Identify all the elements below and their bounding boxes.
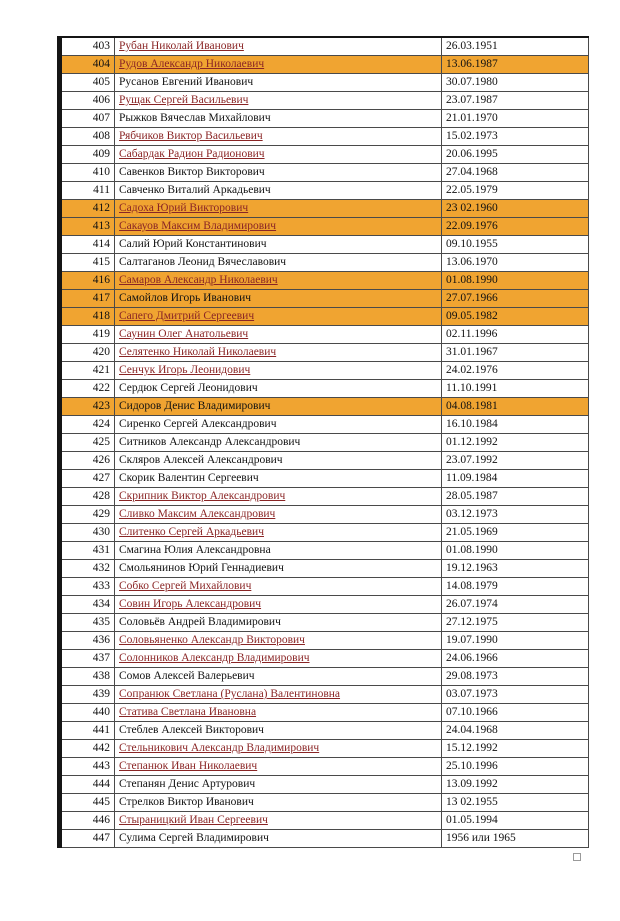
row-number-cell: 419 (60, 326, 115, 344)
person-name: Савенков Виктор Викторович (119, 166, 265, 178)
person-name: Ситников Александр Александрович (119, 436, 301, 448)
person-name-cell (115, 812, 442, 830)
table-row (60, 182, 589, 200)
person-name-link[interactable]: Рябчиков Виктор Васильевич (119, 130, 263, 142)
person-name-link[interactable]: Скрипник Виктор Александрович (119, 490, 286, 502)
person-name: Скляров Алексей Александрович (119, 454, 283, 466)
table-row (60, 92, 589, 110)
person-name-cell (115, 740, 442, 758)
table-row (60, 37, 589, 56)
table-row (60, 794, 589, 812)
row-number-cell: 409 (60, 146, 115, 164)
birth-date-cell: 25.10.1996 (442, 758, 589, 776)
person-name-cell (115, 74, 442, 92)
table-row (60, 542, 589, 560)
person-name-link[interactable]: Селятенко Николай Николаевич (119, 346, 277, 358)
person-name-link[interactable]: Садоха Юрий Викторович (119, 202, 249, 214)
person-name-cell (115, 380, 442, 398)
row-number-cell: 413 (60, 218, 115, 236)
table-row (60, 470, 589, 488)
birth-date-cell: 21.01.1970 (442, 110, 589, 128)
person-name-link[interactable]: Степанюк Иван Николаевич (119, 760, 258, 772)
row-number-cell: 431 (60, 542, 115, 560)
person-name-cell (115, 200, 442, 218)
birth-list-container (57, 36, 589, 848)
table-row (60, 668, 589, 686)
table-row (60, 254, 589, 272)
birth-date-cell: 13.06.1970 (442, 254, 589, 272)
person-name-link[interactable]: Солонников Александр Владимирович (119, 652, 310, 664)
person-name-cell (115, 758, 442, 776)
person-name-cell (115, 578, 442, 596)
row-number-cell: 440 (60, 704, 115, 722)
table-row (60, 326, 589, 344)
birth-date-cell: 24.06.1966 (442, 650, 589, 668)
person-name-link[interactable]: Рущак Сергей Васильевич (119, 94, 249, 106)
table-row (60, 398, 589, 416)
person-name-link[interactable]: Соловьяненко Александр Викторович (119, 634, 305, 646)
person-name-link[interactable]: Стыраницкий Иван Сергеевич (119, 814, 268, 826)
person-name-link[interactable]: Рудов Александр Николаевич (119, 58, 265, 70)
person-name: Самойлов Игорь Иванович (119, 292, 252, 304)
birth-date-cell: 30.07.1980 (442, 74, 589, 92)
table-row (60, 596, 589, 614)
birth-date-cell: 29.08.1973 (442, 668, 589, 686)
person-name-cell (115, 218, 442, 236)
table-row (60, 740, 589, 758)
person-name-cell (115, 110, 442, 128)
table-row (60, 722, 589, 740)
birth-date-cell: 13 02.1955 (442, 794, 589, 812)
person-name-cell (115, 398, 442, 416)
person-name-cell (115, 182, 442, 200)
row-number-cell: 439 (60, 686, 115, 704)
table-row (60, 74, 589, 92)
row-number-cell: 442 (60, 740, 115, 758)
person-name-cell (115, 272, 442, 290)
row-number-cell: 417 (60, 290, 115, 308)
birth-date-cell: 09.05.1982 (442, 308, 589, 326)
birth-date-cell: 24.04.1968 (442, 722, 589, 740)
table-row (60, 110, 589, 128)
birth-date-cell: 26.03.1951 (442, 37, 589, 56)
person-name: Рыжков Вячеслав Михайлович (119, 112, 271, 124)
person-name-cell (115, 722, 442, 740)
row-number-cell: 445 (60, 794, 115, 812)
birth-date-cell: 27.04.1968 (442, 164, 589, 182)
row-number-cell: 410 (60, 164, 115, 182)
table-row (60, 344, 589, 362)
person-name-cell (115, 686, 442, 704)
row-number-cell: 425 (60, 434, 115, 452)
table-row (60, 776, 589, 794)
row-number-cell: 447 (60, 830, 115, 848)
table-body (60, 37, 589, 848)
person-name-cell (115, 830, 442, 848)
birth-date-cell: 24.02.1976 (442, 362, 589, 380)
table-row (60, 704, 589, 722)
person-name-link[interactable]: Статива Светлана Ивановна (119, 706, 257, 718)
row-number-cell: 426 (60, 452, 115, 470)
person-name-link[interactable]: Сабардак Радион Радионович (119, 148, 265, 160)
person-name: Сулима Сергей Владимирович (119, 832, 269, 844)
person-name-cell (115, 37, 442, 56)
row-number-cell: 436 (60, 632, 115, 650)
person-name-cell (115, 254, 442, 272)
birth-date-cell: 26.07.1974 (442, 596, 589, 614)
row-number-cell: 438 (60, 668, 115, 686)
birth-date-cell: 03.12.1973 (442, 506, 589, 524)
birth-date-cell: 15.02.1973 (442, 128, 589, 146)
person-name-link[interactable]: Стельникович Александр Владимирович (119, 742, 320, 754)
birth-date-cell: 19.12.1963 (442, 560, 589, 578)
row-number-cell: 429 (60, 506, 115, 524)
row-number-cell: 412 (60, 200, 115, 218)
birth-date-cell: 27.07.1966 (442, 290, 589, 308)
person-name-cell (115, 632, 442, 650)
person-name-link[interactable]: Сапего Дмитрий Сергеевич (119, 310, 255, 322)
birth-date-cell: 23.07.1992 (442, 452, 589, 470)
row-number-cell: 424 (60, 416, 115, 434)
birth-date-cell: 20.06.1995 (442, 146, 589, 164)
birth-date-cell: 28.05.1987 (442, 488, 589, 506)
person-name-cell (115, 416, 442, 434)
row-number-cell: 433 (60, 578, 115, 596)
birth-date-cell: 11.09.1984 (442, 470, 589, 488)
table-row (60, 650, 589, 668)
table-row (60, 686, 589, 704)
table-row (60, 290, 589, 308)
table-row (60, 632, 589, 650)
person-name-cell (115, 470, 442, 488)
person-name-cell (115, 236, 442, 254)
person-name-link[interactable]: Сливко Максим Александрович (119, 508, 276, 520)
table-row (60, 362, 589, 380)
person-name-cell (115, 704, 442, 722)
table-row (60, 560, 589, 578)
person-name: Смагина Юлия Александровна (119, 544, 271, 556)
person-name-cell (115, 668, 442, 686)
table-row (60, 200, 589, 218)
birth-date-cell: 22.05.1979 (442, 182, 589, 200)
table-row (60, 524, 589, 542)
person-name-cell (115, 776, 442, 794)
person-name-cell (115, 128, 442, 146)
row-number-cell: 414 (60, 236, 115, 254)
table-row (60, 218, 589, 236)
person-name: Русанов Евгений Иванович (119, 76, 254, 88)
row-number-cell: 416 (60, 272, 115, 290)
row-number-cell: 423 (60, 398, 115, 416)
person-name-cell (115, 794, 442, 812)
person-name-link[interactable]: Сенчук Игорь Леонидович (119, 364, 251, 376)
birth-date-cell: 01.08.1990 (442, 272, 589, 290)
row-number-cell: 421 (60, 362, 115, 380)
row-number-cell: 427 (60, 470, 115, 488)
row-number-cell: 406 (60, 92, 115, 110)
table-row (60, 146, 589, 164)
row-number-cell: 434 (60, 596, 115, 614)
row-number-cell: 405 (60, 74, 115, 92)
table-row (60, 614, 589, 632)
birth-list-table (57, 36, 589, 848)
person-name-cell (115, 308, 442, 326)
person-name: Скорик Валентин Сергеевич (119, 472, 259, 484)
person-name: Савченко Виталий Аркадьевич (119, 184, 271, 196)
birth-date-cell: 21.05.1969 (442, 524, 589, 542)
row-number-cell: 443 (60, 758, 115, 776)
person-name-cell (115, 344, 442, 362)
person-name-cell (115, 650, 442, 668)
person-name-cell (115, 146, 442, 164)
birth-date-cell: 14.08.1979 (442, 578, 589, 596)
row-number-cell: 407 (60, 110, 115, 128)
row-number-cell: 403 (60, 37, 115, 56)
row-number-cell: 441 (60, 722, 115, 740)
row-number-cell: 418 (60, 308, 115, 326)
birth-date-cell: 01.08.1990 (442, 542, 589, 560)
person-name-link[interactable]: Собко Сергей Михайлович (119, 580, 252, 592)
person-name: Смольянинов Юрий Геннадиевич (119, 562, 284, 574)
birth-date-cell: 27.12.1975 (442, 614, 589, 632)
resize-handle[interactable] (573, 853, 581, 861)
person-name-link[interactable]: Самаров Александр Николаевич (119, 274, 278, 286)
person-name: Степанян Денис Артурович (119, 778, 256, 790)
table-row (60, 416, 589, 434)
birth-date-cell: 01.05.1994 (442, 812, 589, 830)
person-name-link[interactable]: Совин Игорь Александрович (119, 598, 262, 610)
person-name-cell (115, 560, 442, 578)
birth-date-cell: 16.10.1984 (442, 416, 589, 434)
birth-date-cell: 23.07.1987 (442, 92, 589, 110)
person-name: Салтаганов Леонид Вячеславович (119, 256, 287, 268)
row-number-cell: 444 (60, 776, 115, 794)
row-number-cell: 432 (60, 560, 115, 578)
row-number-cell: 428 (60, 488, 115, 506)
person-name: Сердюк Сергей Леонидович (119, 382, 258, 394)
table-row (60, 830, 589, 848)
table-row (60, 380, 589, 398)
person-name-cell (115, 614, 442, 632)
birth-date-cell: 23 02.1960 (442, 200, 589, 218)
birth-date-cell: 09.10.1955 (442, 236, 589, 254)
person-name-cell (115, 524, 442, 542)
person-name: Стеблев Алексей Викторович (119, 724, 264, 736)
table-row (60, 128, 589, 146)
person-name-link[interactable]: Слитенко Сергей Аркадьевич (119, 526, 264, 538)
person-name-link[interactable]: Саунин Олег Анатольевич (119, 328, 249, 340)
table-row (60, 434, 589, 452)
row-number-cell: 408 (60, 128, 115, 146)
table-row (60, 452, 589, 470)
person-name-cell (115, 56, 442, 74)
birth-date-cell: 01.12.1992 (442, 434, 589, 452)
row-number-cell: 411 (60, 182, 115, 200)
table-row (60, 164, 589, 182)
birth-date-cell: 04.08.1981 (442, 398, 589, 416)
person-name-cell (115, 290, 442, 308)
row-number-cell: 415 (60, 254, 115, 272)
row-number-cell: 446 (60, 812, 115, 830)
birth-date-cell: 13.09.1992 (442, 776, 589, 794)
table-row (60, 308, 589, 326)
birth-date-cell: 31.01.1967 (442, 344, 589, 362)
person-name-cell (115, 326, 442, 344)
table-row (60, 236, 589, 254)
person-name: Сиренко Сергей Александрович (119, 418, 277, 430)
birth-date-cell: 1956 или 1965 (442, 830, 589, 848)
person-name-cell (115, 596, 442, 614)
person-name-cell (115, 506, 442, 524)
table-row (60, 488, 589, 506)
person-name-cell (115, 434, 442, 452)
birth-date-cell: 19.07.1990 (442, 632, 589, 650)
birth-date-cell: 02.11.1996 (442, 326, 589, 344)
birth-date-cell: 22.09.1976 (442, 218, 589, 236)
table-row (60, 812, 589, 830)
row-number-cell: 422 (60, 380, 115, 398)
table-row (60, 578, 589, 596)
table-row (60, 272, 589, 290)
person-name: Сидоров Денис Владимирович (119, 400, 271, 412)
birth-date-cell: 11.10.1991 (442, 380, 589, 398)
row-number-cell: 430 (60, 524, 115, 542)
person-name-cell (115, 362, 442, 380)
birth-date-cell: 03.07.1973 (442, 686, 589, 704)
birth-date-cell: 07.10.1966 (442, 704, 589, 722)
person-name-link[interactable]: Рубан Николай Иванович (119, 40, 244, 52)
person-name-link[interactable]: Сопранюк Светлана (Руслана) Валентиновна (119, 688, 341, 700)
table-row (60, 758, 589, 776)
person-name: Стрелков Виктор Иванович (119, 796, 254, 808)
person-name-cell (115, 542, 442, 560)
person-name: Салий Юрий Константинович (119, 238, 267, 250)
person-name-link[interactable]: Сакауов Максим Владимирович (119, 220, 277, 232)
row-number-cell: 404 (60, 56, 115, 74)
birth-date-cell: 13.06.1987 (442, 56, 589, 74)
person-name-cell (115, 452, 442, 470)
person-name: Соловьёв Андрей Владимирович (119, 616, 281, 628)
person-name: Сомов Алексей Валерьевич (119, 670, 255, 682)
birth-date-cell: 15.12.1992 (442, 740, 589, 758)
row-number-cell: 420 (60, 344, 115, 362)
person-name-cell (115, 488, 442, 506)
row-number-cell: 437 (60, 650, 115, 668)
person-name-cell (115, 164, 442, 182)
person-name-cell (115, 92, 442, 110)
row-number-cell: 435 (60, 614, 115, 632)
table-row (60, 506, 589, 524)
table-row (60, 56, 589, 74)
